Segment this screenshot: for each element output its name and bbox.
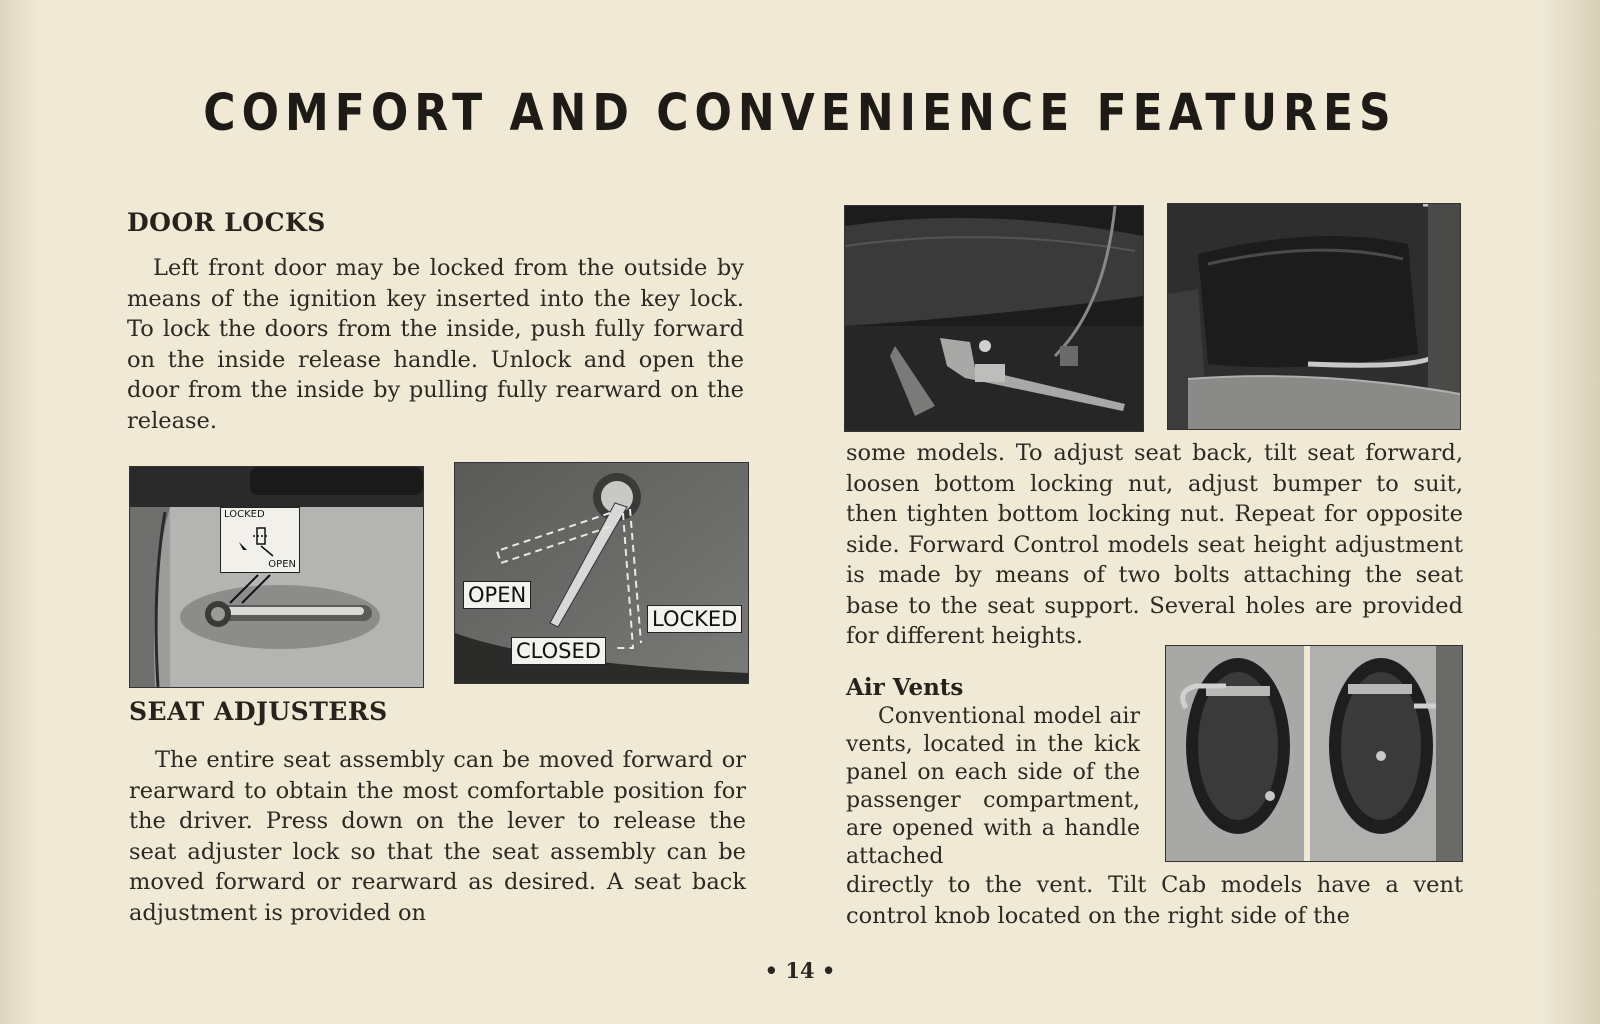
air-vents-continued-text: directly to the vent. Tilt Cab models have a vent control knob located on the right side of the [846, 872, 1463, 929]
air-vents-text: Conventional model air vents, located in the kick panel on each side of the passenger compartment, are opened with a handle attached [846, 704, 1140, 869]
page-number: • 14 • [764, 958, 836, 983]
page-edge-left [0, 0, 40, 1024]
air-vents-photo [1165, 645, 1463, 862]
left-vent-icon [1166, 646, 1304, 861]
seat-adjusters-continued-text: some models. To adjust seat back, tilt seat forward, loosen bottom locking nut, adjust bumper to suit, then tighten bottom locking nut. Repeat for opposite side. Forward Control models seat height adjustment is made by means of two bolts attaching the seat base to the seat support. Several holes are provided for different heights. [846, 440, 1463, 649]
air-vents-heading: Air Vents [846, 674, 964, 701]
door-locks-text: Left front door may be locked from the outside by means of the ignition key inserted into the key lock. To lock the doors from the inside, push fully forward on the inside release handle. Unlock and open the door from the inside by pulling fully rearward on the release. [127, 255, 744, 434]
release-open-label: OPEN [463, 581, 531, 609]
key-position-icon [221, 508, 299, 572]
release-closed-label: CLOSED [511, 637, 606, 665]
page-title: COMFORT AND CONVENIENCE FEATURES [203, 84, 1397, 143]
seat-lever-photo [844, 205, 1144, 432]
door-handle-photo [129, 466, 424, 688]
seat-back-photo [1167, 203, 1461, 430]
lock-callout [220, 507, 300, 573]
door-locks-heading: DOOR LOCKS [127, 208, 326, 237]
release-locked-label: LOCKED [647, 605, 742, 633]
seat-adjusters-heading: SEAT ADJUSTERS [129, 697, 388, 726]
release-handle-photo [454, 462, 749, 684]
callout-locked-label: LOCKED [224, 509, 265, 520]
callout-open-label: OPEN [268, 559, 296, 570]
page-edge-right [1540, 0, 1600, 1024]
right-vent-icon [1310, 646, 1462, 861]
seat-adjusters-text: The entire seat assembly can be moved forward or rearward to obtain the most comfortable position for the driver. Press down on the lever to release the seat adjuster lock so that the seat assembly can be moved forward or rearward as desired. A seat back adjustment is provided on [129, 747, 746, 926]
